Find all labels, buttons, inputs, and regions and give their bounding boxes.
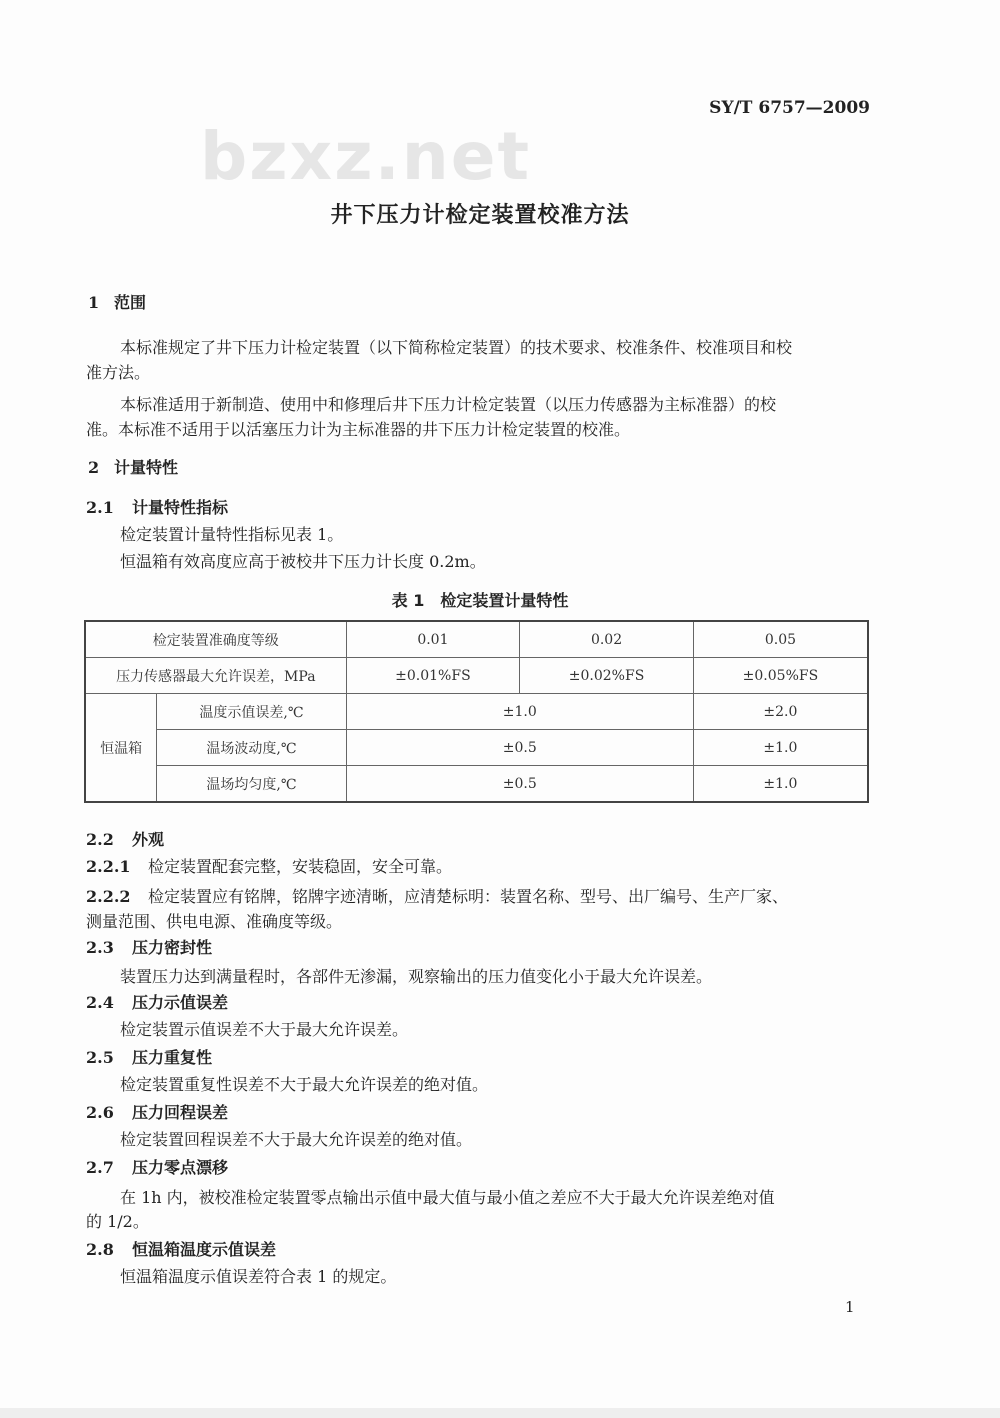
section-number: 2.6 — [86, 1103, 114, 1122]
clause-2-2-1 — [86, 856, 452, 878]
heading-text: 计量特性 — [114, 458, 179, 477]
section-number: 2.1 — [86, 498, 114, 517]
heading-text: 恒温箱温度示值误差 — [132, 1240, 277, 1259]
paragraph: 检定装置回程误差不大于最大允许误差的绝对值。 — [120, 1130, 473, 1149]
table-cell: 压力传感器最大允许误差，MPa — [85, 658, 346, 694]
heading-text: 压力密封性 — [132, 938, 213, 957]
table-cell: ±0.05%FS — [693, 658, 868, 694]
table-row — [85, 766, 868, 803]
page-title: 井下压力计检定装置校准方法 — [330, 203, 630, 228]
table-cell: 温场均匀度,℃ — [157, 766, 346, 803]
heading-text: 外观 — [132, 830, 165, 849]
table-cell: 0.01 — [346, 621, 520, 658]
section-number: 2.3 — [86, 938, 114, 957]
table-row — [85, 658, 868, 694]
section-number: 2.2.1 — [86, 857, 131, 876]
table-cell: ±0.02%FS — [520, 658, 694, 694]
paragraph: 本标准适用于新制造、使用中和修理后井下压力计检定装置（以压力传感器为主标准器）的校 — [120, 395, 777, 414]
paragraph: 准方法。 — [86, 363, 151, 382]
table-cell: ±0.5 — [346, 766, 693, 803]
paragraph: 检定装置示值误差不大于最大允许误差。 — [120, 1020, 409, 1039]
section-number: 2.5 — [86, 1048, 114, 1067]
page-bottom-edge — [0, 1408, 1000, 1418]
table-cell: 恒温箱 — [85, 694, 157, 803]
table-cell: ±1.0 — [693, 766, 868, 803]
paragraph: 测量范围、供电电源、准确度等级。 — [86, 912, 343, 931]
paragraph: 在 1h 内，被校准检定装置零点输出示值中最大值与最小值之差应不大于最大允许误差绝对值 — [120, 1188, 775, 1207]
section-number: 2.7 — [86, 1158, 114, 1177]
standard-code: SY/T 6757—2009 — [709, 98, 870, 118]
table-cell: 温度示值误差,℃ — [157, 694, 346, 730]
table-cell: ±0.01%FS — [346, 658, 520, 694]
table-cell: ±0.5 — [346, 730, 693, 766]
heading-text: 压力重复性 — [132, 1048, 213, 1067]
table-cell: 0.05 — [693, 621, 868, 658]
table-cell: ±1.0 — [346, 694, 693, 730]
section-number: 2.8 — [86, 1240, 114, 1259]
clause-2-2-2 — [86, 886, 788, 908]
paragraph: 恒温箱温度示值误差符合表 1 的规定。 — [120, 1267, 397, 1286]
section-number: 2 — [88, 458, 100, 477]
heading-text: 压力零点漂移 — [132, 1158, 229, 1177]
paragraph: 检定装置重复性误差不大于最大允许误差的绝对值。 — [120, 1075, 489, 1094]
table-caption: 表 1 检定装置计量特性 — [391, 591, 569, 610]
heading-text: 计量特性指标 — [132, 498, 229, 517]
paragraph: 本标准规定了井下压力计检定装置（以下简称检定装置）的技术要求、校准条件、校准项目和校 — [120, 338, 793, 357]
table-row — [85, 621, 868, 658]
section-2-2-heading — [86, 829, 164, 851]
section-2-3-heading — [86, 937, 212, 959]
section-2-6-heading — [86, 1102, 228, 1124]
paragraph: 检定装置计量特性指标见表 1。 — [120, 525, 344, 544]
table-cell: 检定装置准确度等级 — [85, 621, 346, 658]
section-1-heading — [88, 292, 146, 314]
clause-text: 检定装置配套完整，安装稳固，安全可靠。 — [148, 857, 453, 876]
paragraph: 装置压力达到满量程时，各部件无渗漏，观察输出的压力值变化小于最大允许误差。 — [120, 967, 713, 986]
section-2-heading — [88, 457, 178, 479]
paragraph: 准。本标准不适用于以活塞压力计为主标准器的井下压力计检定装置的校准。 — [86, 420, 631, 439]
section-2-7-heading — [86, 1157, 228, 1179]
section-number: 2.2.2 — [86, 887, 131, 906]
section-number: 1 — [88, 293, 100, 312]
table-row — [85, 730, 868, 766]
table-row — [85, 694, 868, 730]
characteristics-table — [84, 620, 869, 803]
section-2-1-heading — [86, 497, 228, 519]
section-2-4-heading — [86, 992, 228, 1014]
paragraph: 的 1/2。 — [86, 1212, 149, 1231]
table-cell: ±2.0 — [693, 694, 868, 730]
section-number: 2.4 — [86, 993, 114, 1012]
section-2-8-heading — [86, 1239, 276, 1261]
section-2-5-heading — [86, 1047, 212, 1069]
watermark: bzxz.net — [200, 118, 532, 195]
heading-text: 压力回程误差 — [132, 1103, 229, 1122]
table-cell: 0.02 — [520, 621, 694, 658]
table-cell: 温场波动度,℃ — [157, 730, 346, 766]
paragraph: 恒温箱有效高度应高于被校井下压力计长度 0.2m。 — [120, 552, 486, 571]
page-number: 1 — [845, 1298, 855, 1316]
section-number: 2.2 — [86, 830, 114, 849]
clause-text: 检定装置应有铭牌，铭牌字迹清晰，应清楚标明：装置名称、型号、出厂编号、生产厂家、 — [148, 887, 789, 906]
heading-text: 范围 — [114, 293, 147, 312]
table-cell: ±1.0 — [693, 730, 868, 766]
heading-text: 压力示值误差 — [132, 993, 229, 1012]
